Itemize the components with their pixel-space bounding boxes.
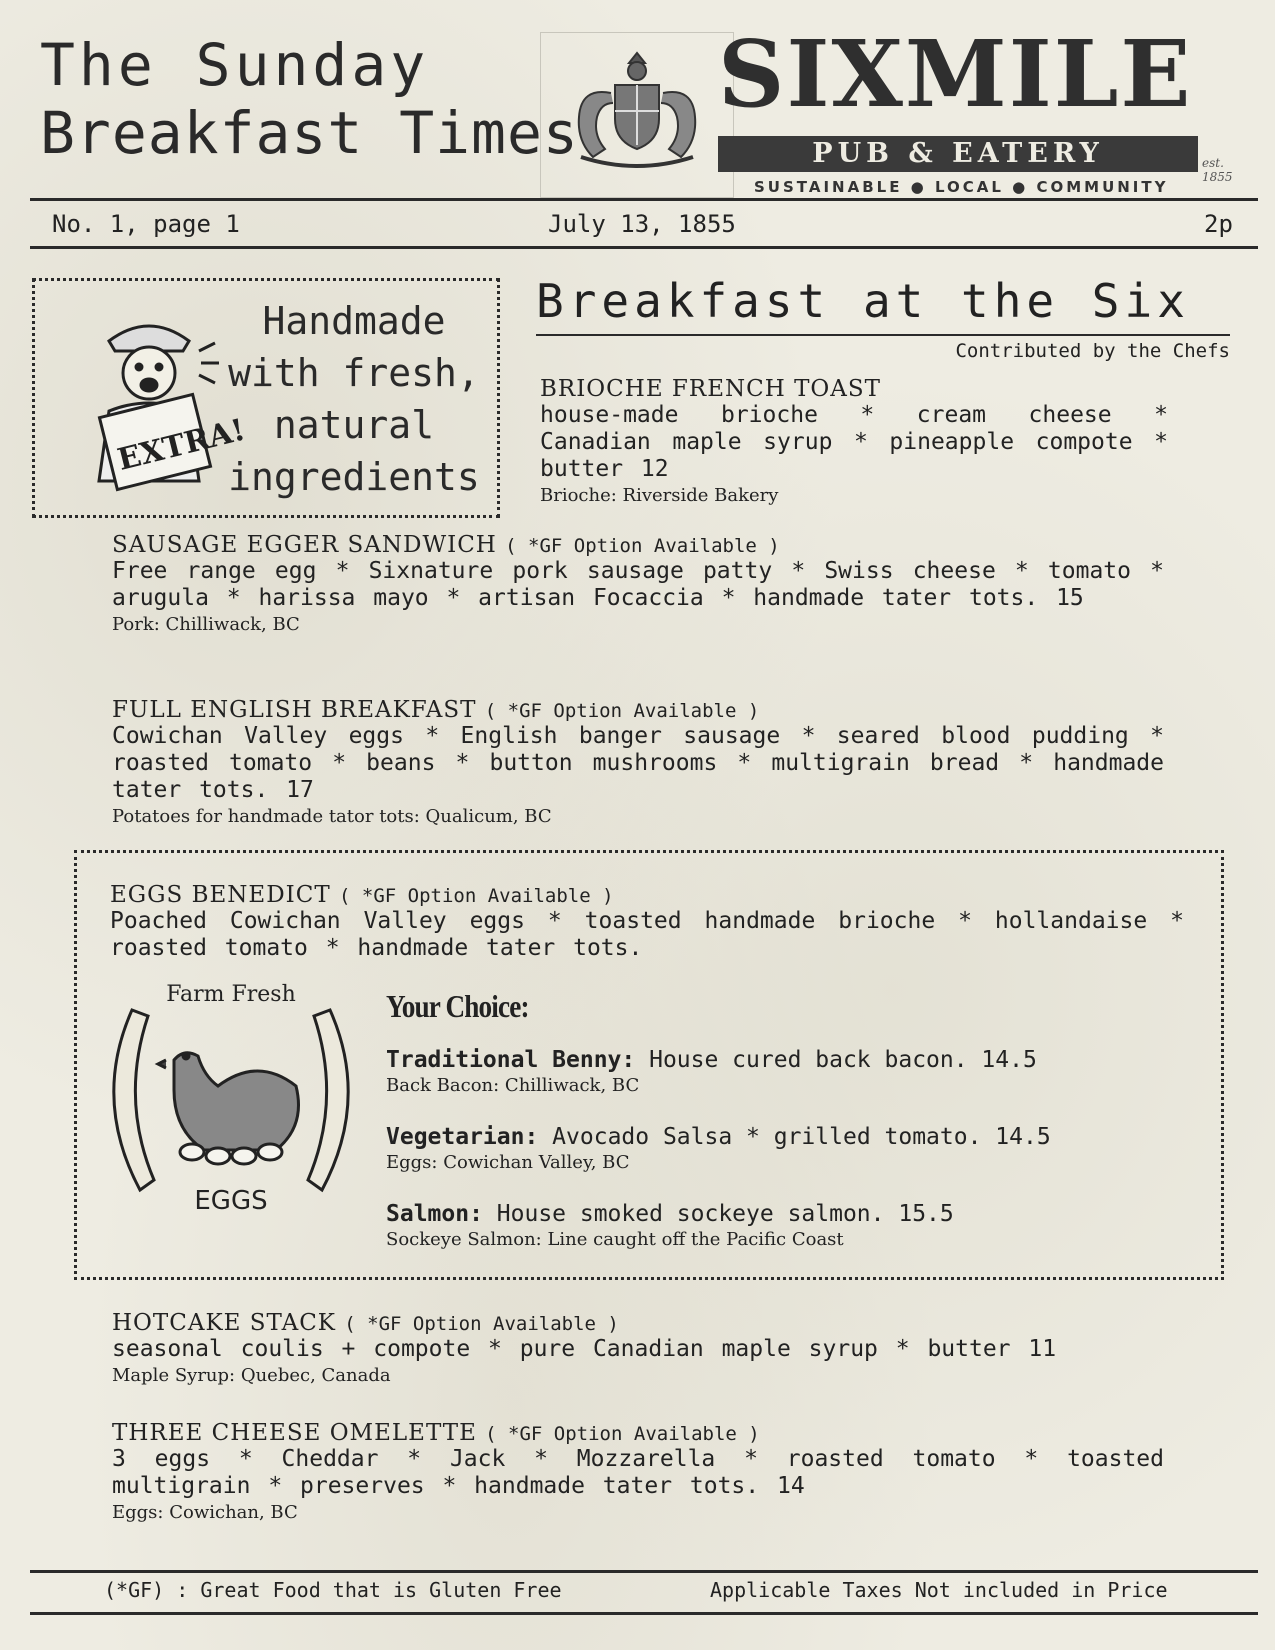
item-note: Eggs: Cowichan, BC — [112, 1502, 298, 1523]
gf-badge: ( *GF Option Available ) — [505, 535, 780, 557]
footer-tax-note: Applicable Taxes Not included in Price — [710, 1578, 1168, 1602]
promo-text — [217, 295, 491, 503]
choice-title: Your Choice: — [386, 988, 529, 1024]
item-name: HOTCAKE STACK ( *GF Option Available ) — [112, 1310, 619, 1336]
gf-badge: ( *GF Option Available ) — [339, 885, 614, 907]
benny-choices — [386, 988, 1186, 1250]
menu-item-eggs-benedict — [110, 882, 1184, 962]
dateline-price: 2p — [1204, 210, 1233, 238]
item-desc: house-made brioche * cream cheese * Canadian maple syrup * pineapple compote * butter 12 — [540, 402, 1168, 482]
logo-est: est. 1855 — [1202, 156, 1233, 184]
farm-fresh-badge — [96, 980, 366, 1220]
dateline-issue: No. 1, page 1 — [52, 210, 240, 238]
item-desc: Cowichan Valley eggs * English banger sausage * seared blood pudding * roasted tomato * beans * button mushrooms * multigrain bread * handmade tater tots. 17 — [112, 723, 1164, 803]
choice-traditional: Traditional Benny: House cured back bacon. 14.5 Back Bacon: Chilliwack, BC — [386, 1047, 1037, 1096]
item-name: THREE CHEESE OMELETTE ( *GF Option Available ) — [112, 1420, 760, 1446]
footer-gf-note: (*GF) : Great Food that is Gluten Free — [104, 1578, 562, 1602]
item-note: Pork: Chilliwack, BC — [112, 614, 300, 635]
promo-line1: Handmade — [262, 299, 446, 343]
headline-rule — [536, 334, 1230, 336]
dateline-rule — [30, 246, 1258, 249]
item-name: EGGS BENEDICT ( *GF Option Available ) — [110, 882, 614, 908]
item-name: SAUSAGE EGGER SANDWICH ( *GF Option Available ) — [112, 532, 780, 558]
badge-top-text: Farm Fresh — [166, 982, 296, 1007]
item-note: Brioche: Riverside Bakery — [540, 485, 779, 506]
logo-tagline: SUSTAINABLE ● LOCAL ● COMMUNITY — [754, 178, 1169, 196]
menu-item-brioche — [540, 376, 1168, 506]
gf-badge: ( *GF Option Available ) — [484, 700, 760, 722]
section-headline: Breakfast at the Six — [536, 274, 1190, 328]
choice-salmon: Salmon: House smoked sockeye salmon. 15.5 Sockeye Salmon: Line caught off the Pacific Coast — [386, 1201, 954, 1250]
menu-item-hotcake-stack — [112, 1310, 1164, 1386]
promo-line4: ingredients — [228, 455, 480, 499]
promo-line2: with fresh, — [228, 351, 480, 395]
item-desc: 3 eggs * Cheddar * Jack * Mozzarella * roasted tomato * toasted multigrain * preserves * handmade tater tots. 14 — [112, 1446, 1164, 1499]
item-desc: Poached Cowichan Valley eggs * toasted handmade brioche * hollandaise * roasted tomato * handmade tater tots. — [110, 908, 1184, 961]
top-rule — [30, 198, 1258, 201]
menu-item-full-english — [112, 697, 1164, 827]
royal-crest — [540, 32, 734, 198]
gf-badge: ( *GF Option Available ) — [485, 1423, 760, 1445]
footer-rule-bottom — [30, 1612, 1258, 1615]
badge-bottom-text: EGGS — [194, 1186, 268, 1216]
logo-bar: PUB & EATERY — [718, 136, 1198, 172]
item-note: Maple Syrup: Quebec, Canada — [112, 1365, 391, 1386]
item-name: FULL ENGLISH BREAKFAST ( *GF Option Available ) — [112, 697, 760, 723]
gf-badge: ( *GF Option Available ) — [344, 1313, 619, 1335]
item-note: Potatoes for handmade tator tots: Qualicum, BC — [112, 806, 552, 827]
menu-item-three-cheese-omelette — [112, 1420, 1164, 1523]
menu-item-sausage-egger — [112, 532, 1164, 635]
promo-line3: natural — [273, 403, 435, 447]
masthead-title-line1: The Sunday — [40, 31, 430, 99]
item-desc: Free range egg * Sixnature pork sausage patty * Swiss cheese * tomato * arugula * harissa mayo * artisan Focaccia * handmade tater tots. 15 — [112, 558, 1164, 611]
newsboy-sign: EXTRA! — [114, 412, 249, 478]
hen-icon — [96, 1000, 366, 1200]
item-desc: seasonal coulis + compote * pure Canadian maple syrup * butter 11 — [112, 1336, 1057, 1362]
promo-box — [32, 278, 500, 518]
logo-name: SIXMILE — [718, 20, 1193, 128]
choice-vegetarian: Vegetarian: Avocado Salsa * grilled tomato. 14.5 Eggs: Cowichan Valley, BC — [386, 1124, 1051, 1173]
masthead-title-line2: Breakfast Times — [40, 99, 579, 167]
royal-crest-icon — [541, 33, 733, 197]
footer-rule-top — [30, 1570, 1258, 1573]
item-name: BRIOCHE FRENCH TOAST — [540, 376, 881, 402]
dateline-date: July 13, 1855 — [548, 210, 736, 238]
sixmile-logo — [718, 20, 1258, 198]
section-byline: Contributed by the Chefs — [955, 340, 1230, 362]
